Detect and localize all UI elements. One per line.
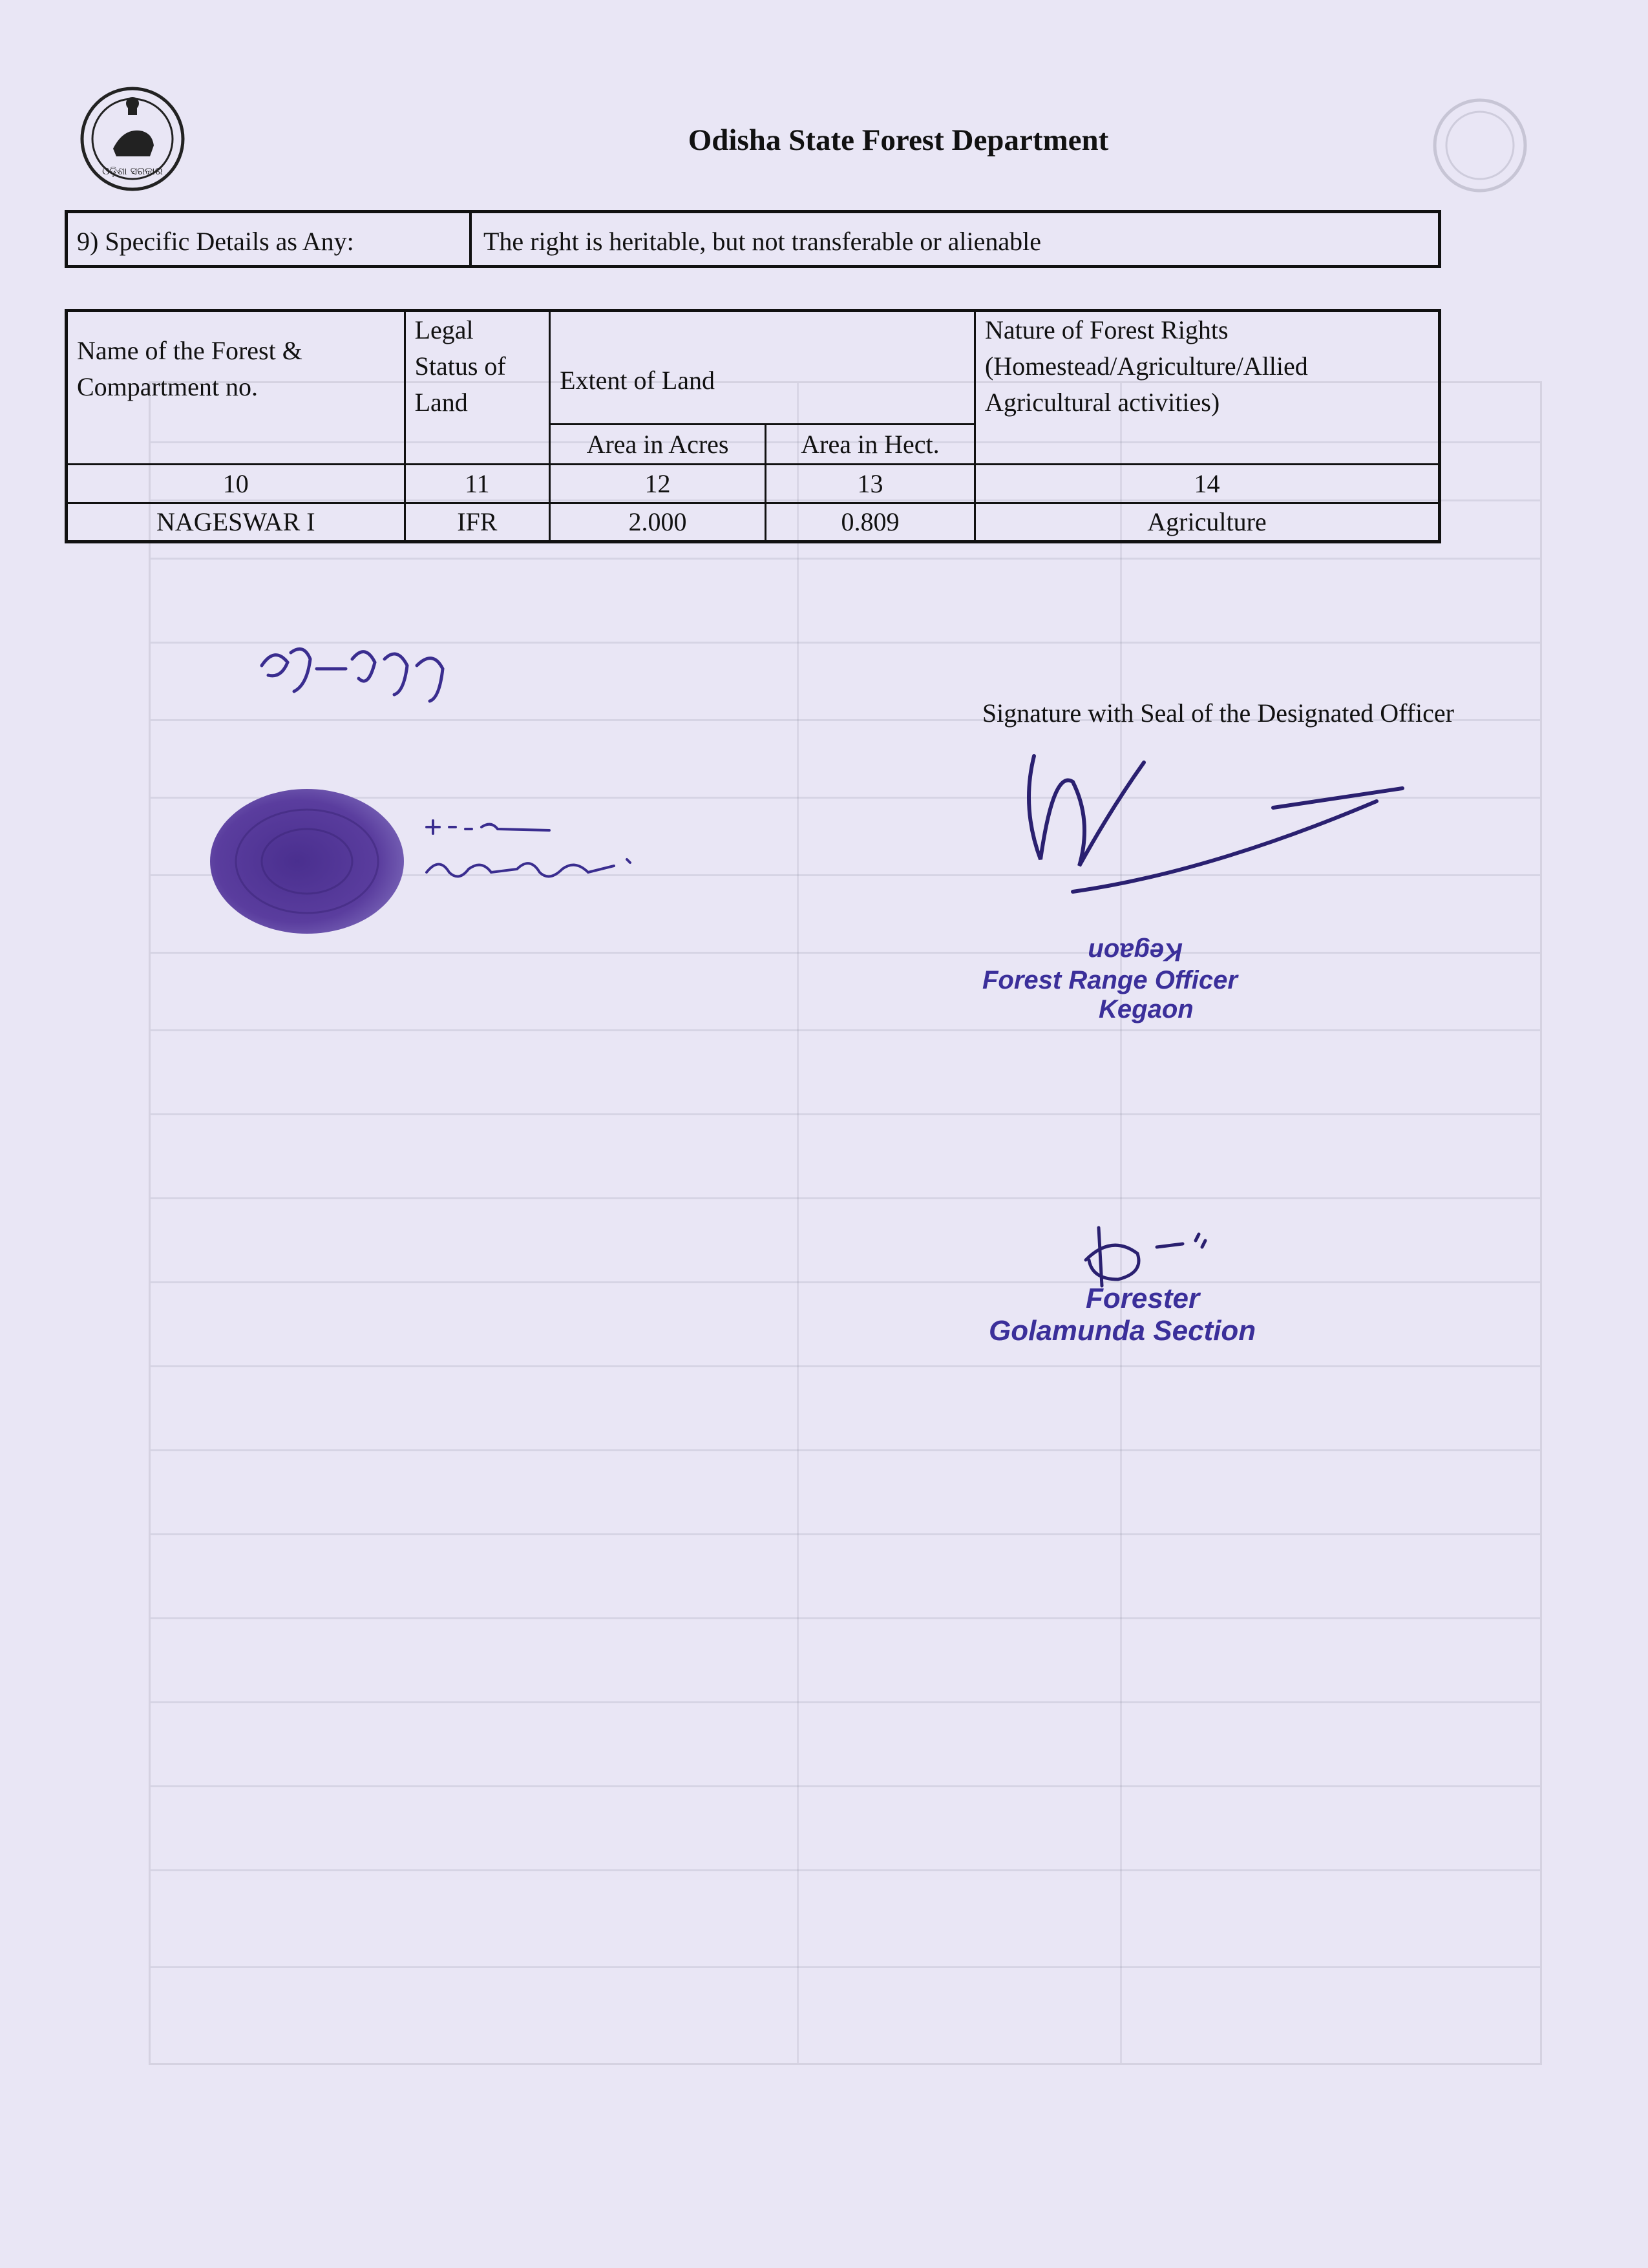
specific-details-label: 9) Specific Details as Any: bbox=[68, 213, 472, 265]
handwritten-date-name bbox=[420, 811, 640, 895]
thumbprint-icon bbox=[200, 779, 414, 943]
officer-signature bbox=[1015, 743, 1428, 956]
forest-rights-table bbox=[65, 309, 1441, 543]
table-row bbox=[67, 503, 1440, 542]
col-number-14: 14 bbox=[975, 465, 1439, 503]
col-number-13: 13 bbox=[766, 465, 975, 503]
stamp-forester-line1: Forester bbox=[1086, 1283, 1200, 1314]
cell-forest-name: NAGESWAR I bbox=[67, 503, 405, 542]
cell-nature: Agriculture bbox=[975, 503, 1439, 542]
page-title: Odisha State Forest Department bbox=[688, 123, 1109, 157]
forester-stamp bbox=[989, 1283, 1377, 1347]
stamp-ranger-line1: Forest Range Officer bbox=[982, 966, 1238, 994]
cell-area-acres: 2.000 bbox=[550, 503, 766, 542]
cell-legal-status: IFR bbox=[405, 503, 550, 542]
header-legal: Legal Status of Land bbox=[405, 311, 550, 465]
col-number-12: 12 bbox=[550, 465, 766, 503]
header-forest: Name of the Forest & Compartment no. bbox=[67, 311, 405, 465]
header-acres: Area in Acres bbox=[550, 425, 766, 465]
odia-handwritten-signature bbox=[255, 640, 488, 711]
col-number-11: 11 bbox=[405, 465, 550, 503]
stamp-ranger-line2: Kegaon bbox=[1099, 995, 1194, 1024]
range-officer-stamp bbox=[982, 937, 1344, 1024]
specific-details-box bbox=[65, 210, 1441, 268]
odisha-emblem-icon bbox=[78, 84, 187, 194]
stamp-forester-line2: Golamunda Section bbox=[989, 1315, 1256, 1347]
header-nature: Nature of Forest Rights (Homestead/Agriculture/Allied Agricultural activities) bbox=[975, 311, 1439, 465]
stamp-mirror-text: Kegaon bbox=[1088, 938, 1183, 966]
cell-area-hect: 0.809 bbox=[766, 503, 975, 542]
signature-caption: Signature with Seal of the Designated Officer bbox=[982, 698, 1454, 728]
reverse-side-bleed bbox=[149, 381, 1542, 2065]
faint-seal-icon bbox=[1422, 90, 1538, 200]
specific-details-value: The right is heritable, but not transferable or alienable bbox=[483, 227, 1042, 256]
col-number-10: 10 bbox=[67, 465, 405, 503]
header-hect: Area in Hect. bbox=[766, 425, 975, 465]
header-extent: Extent of Land bbox=[550, 311, 975, 425]
emblem-text: ଓଡ଼ିଶା ସରକାର bbox=[102, 165, 163, 177]
